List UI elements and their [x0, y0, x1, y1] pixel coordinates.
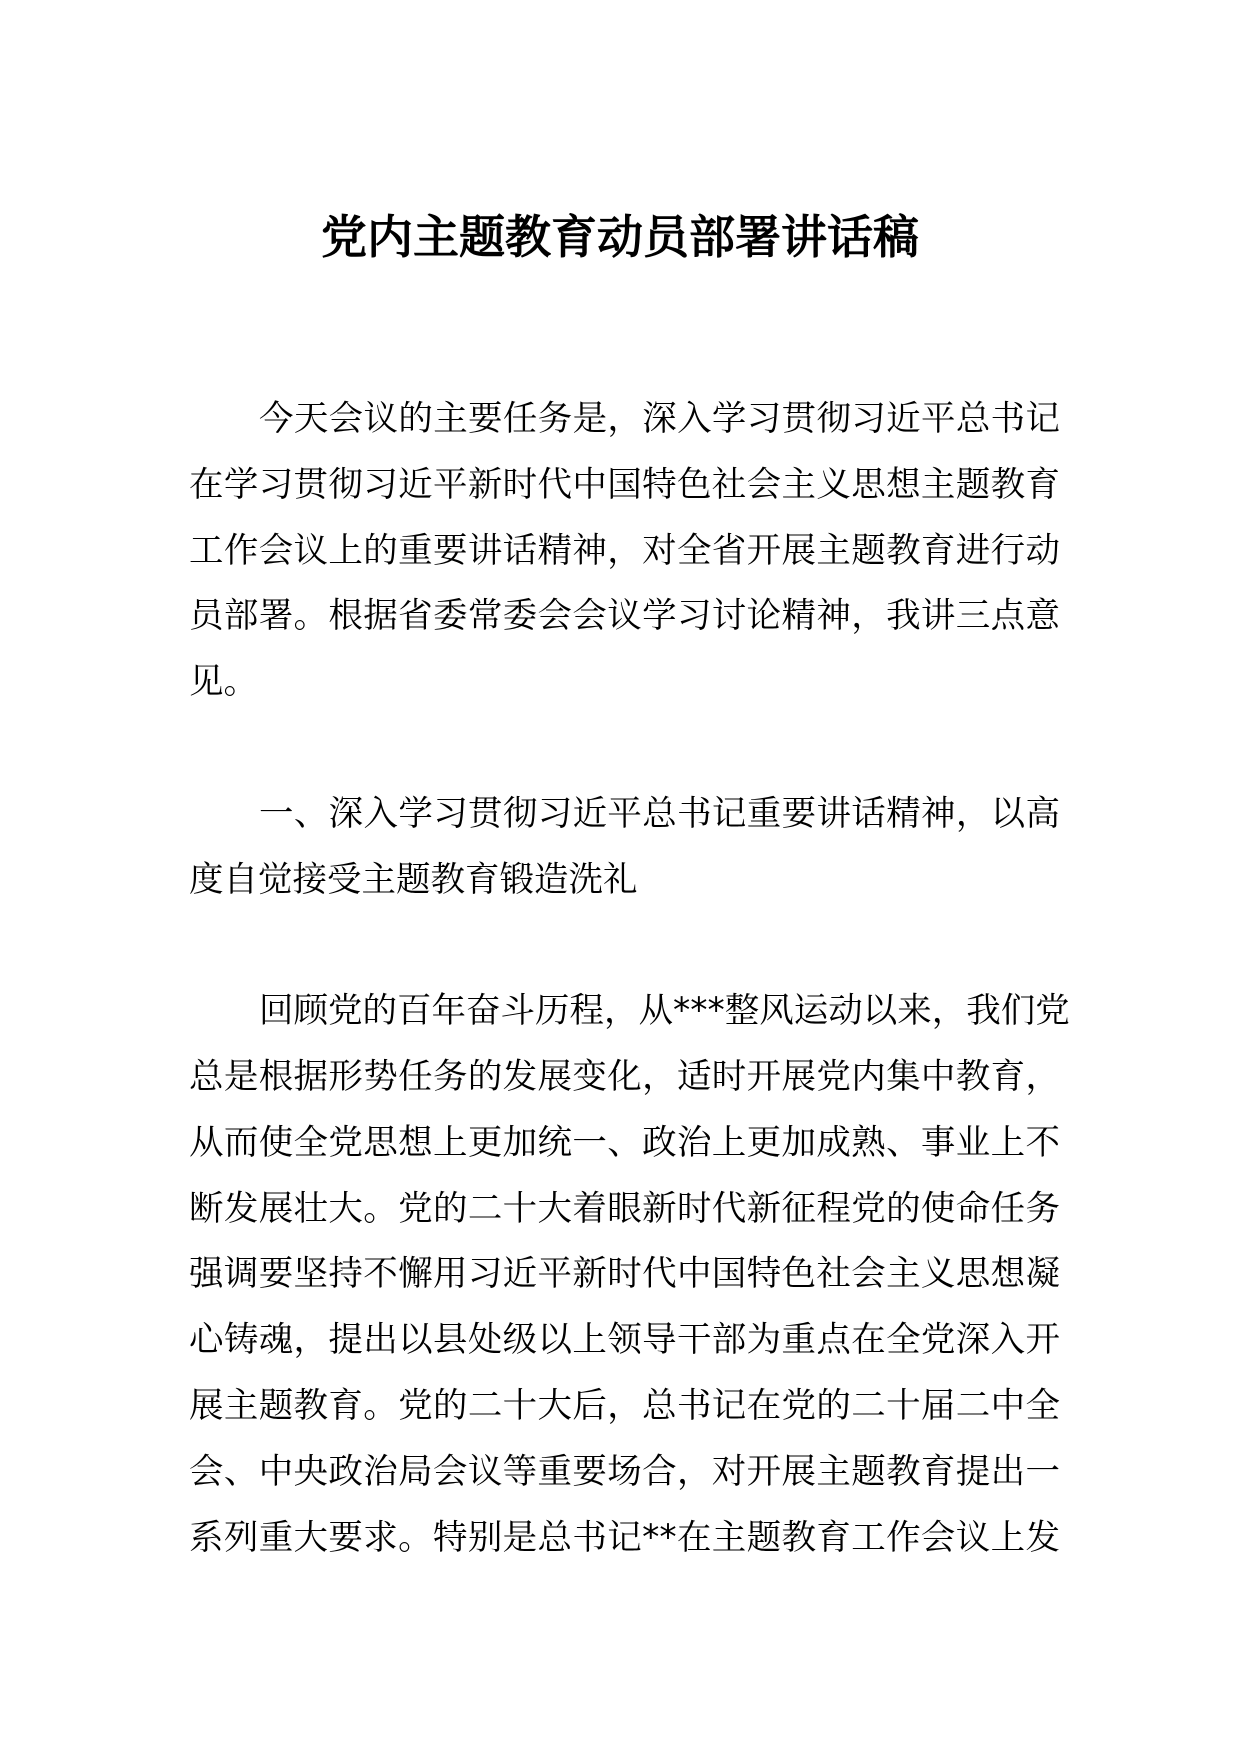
text-line: 强调要坚持不懈用习近平新时代中国特色社会主义思想凝: [189, 1254, 1060, 1295]
text-line: 员部署。根据省委常委会会议学习讨论精神，我讲三点意: [189, 596, 1060, 637]
text-line: 工作会议上的重要讲话精神，对全省开展主题教育进行动: [189, 530, 1060, 571]
section-heading-1: [189, 782, 1060, 914]
text-line: 心铸魂，提出以县处级以上领导干部为重点在全党深入开: [189, 1320, 1060, 1361]
text-line: 会、中央政治局会议等重要场合，对开展主题教育提出一: [189, 1451, 1060, 1492]
text-line: 一、深入学习贯彻习近平总书记重要讲话精神，以高: [259, 793, 1060, 834]
text-line: 展主题教育。党的二十大后，总书记在党的二十届二中全: [189, 1385, 1060, 1426]
text-line: 在学习贯彻习近平新时代中国特色社会主义思想主题教育: [189, 464, 1060, 505]
document-body: [189, 387, 1070, 1571]
document-title: 党内主题教育动员部署讲话稿: [321, 210, 919, 264]
text-line: 从而使全党思想上更加统一、政治上更加成熟、事业上不: [189, 1122, 1060, 1163]
text-line: 回顾党的百年奋斗历程，从***整风运动以来，我们党: [259, 991, 1070, 1032]
text-line: 见。: [189, 662, 258, 703]
paragraph-intro: [189, 387, 1060, 716]
text-line: 总是根据形势任务的发展变化，适时开展党内集中教育，: [189, 1056, 1060, 1097]
text-line: 度自觉接受主题教育锻造洗礼: [189, 859, 638, 900]
text-line: 断发展壮大。党的二十大着眼新时代新征程党的使命任务: [189, 1188, 1060, 1229]
paragraph-history: [189, 979, 1070, 1571]
text-line: 今天会议的主要任务是，深入学习贯彻习近平总书记: [259, 399, 1060, 439]
text-line: 系列重大要求。特别是总书记**在主题教育工作会议上发: [189, 1517, 1060, 1558]
